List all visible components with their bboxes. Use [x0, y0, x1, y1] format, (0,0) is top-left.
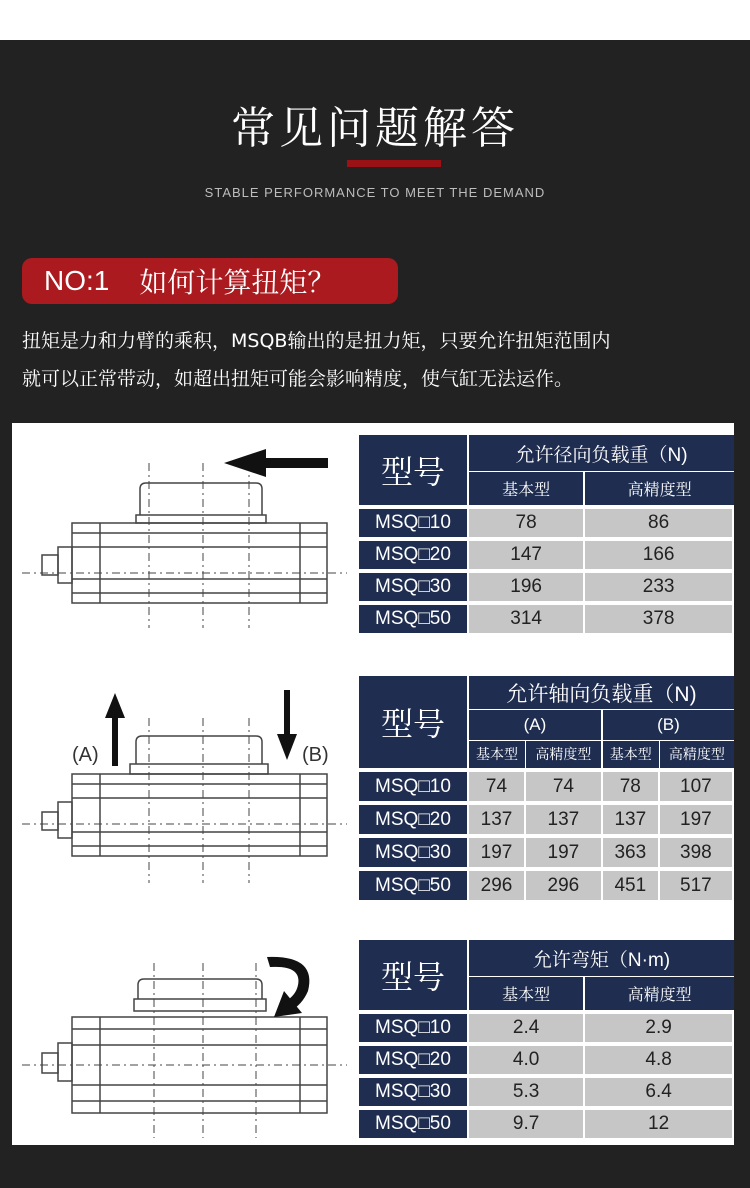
title-underline: [347, 160, 441, 167]
value-cell: 296: [469, 871, 526, 904]
model-cell: MSQ□50: [359, 871, 469, 904]
model-cell: MSQ□30: [359, 838, 469, 871]
arrow-up-icon: [105, 693, 125, 766]
axial-label-b: (B): [302, 744, 329, 766]
axial-load-diagram: [12, 678, 357, 898]
page-title: 常见问题解答: [231, 103, 519, 154]
table-row: [359, 772, 734, 805]
arrow-left-icon: [224, 449, 328, 477]
value-cell: 12: [585, 1110, 734, 1142]
value-cell: 74: [469, 772, 526, 805]
value-cell: 363: [603, 838, 660, 871]
col-basic: 基本型: [469, 977, 585, 1014]
group-a-header: (A): [469, 710, 603, 740]
model-cell: MSQ□10: [359, 772, 469, 805]
value-cell: 137: [526, 805, 603, 838]
moment-title: 允许弯矩（N·m): [469, 940, 734, 977]
col-b-precision: 高精度型: [660, 741, 734, 772]
value-cell: 517: [660, 871, 734, 904]
value-cell: 233: [585, 573, 734, 605]
value-cell: 137: [603, 805, 660, 838]
spec-panel: [12, 423, 734, 1145]
table-row: [359, 541, 734, 573]
model-cell: MSQ□20: [359, 805, 469, 838]
col-b-basic: 基本型: [603, 741, 660, 772]
value-cell: 2.4: [469, 1014, 585, 1046]
model-cell: MSQ□10: [359, 509, 469, 541]
moment-diagram: [12, 933, 357, 1153]
value-cell: 4.8: [585, 1046, 734, 1078]
value-cell: 4.0: [469, 1046, 585, 1078]
value-cell: 197: [660, 805, 734, 838]
col-precision: 高精度型: [585, 472, 734, 509]
model-cell: MSQ□10: [359, 1014, 469, 1046]
value-cell: 74: [526, 772, 603, 805]
radial-title: 允许径向负载重（N): [469, 435, 734, 472]
moment-table: [359, 940, 734, 1142]
radial-load-diagram: [12, 423, 357, 643]
value-cell: 314: [469, 605, 585, 637]
curved-arrow-icon: [267, 957, 309, 1017]
value-cell: 78: [603, 772, 660, 805]
table-row: [359, 509, 734, 541]
question-number: NO:1: [44, 265, 110, 296]
answer-line-2: 就可以正常带动，如超出扭矩可能会影响精度，使气缸无法运作。: [22, 368, 574, 390]
value-cell: 451: [603, 871, 660, 904]
table-row: [359, 871, 734, 904]
value-cell: 197: [469, 838, 526, 871]
col-basic: 基本型: [469, 472, 585, 509]
value-cell: 296: [526, 871, 603, 904]
page-subtitle: STABLE PERFORMANCE TO MEET THE DEMAND: [204, 185, 546, 200]
table-row: [359, 1110, 734, 1142]
value-cell: 137: [469, 805, 526, 838]
value-cell: 398: [660, 838, 734, 871]
model-cell: MSQ□20: [359, 1046, 469, 1078]
col-precision: 高精度型: [585, 977, 734, 1014]
value-cell: 197: [526, 838, 603, 871]
axial-load-table: [359, 676, 734, 904]
table-row: [359, 1014, 734, 1046]
table-row: [359, 1046, 734, 1078]
question-banner: [22, 258, 398, 304]
group-b-header: (B): [603, 710, 734, 740]
table-row: [359, 605, 734, 637]
value-cell: 9.7: [469, 1110, 585, 1142]
axial-label-a: (A): [72, 744, 99, 766]
table-row: [359, 573, 734, 605]
value-cell: 5.3: [469, 1078, 585, 1110]
table-row: [359, 838, 734, 871]
value-cell: 2.9: [585, 1014, 734, 1046]
answer-line-1: 扭矩是力和力臂的乘积，MSQB输出的是扭力矩，只要允许扭矩范围内: [22, 330, 611, 352]
table-row: [359, 805, 734, 838]
table-row: [359, 1078, 734, 1110]
col-a-basic: 基本型: [469, 741, 526, 772]
model-cell: MSQ□20: [359, 541, 469, 573]
model-header: 型号: [359, 676, 469, 772]
radial-load-table: [359, 435, 734, 637]
value-cell: 378: [585, 605, 734, 637]
model-cell: MSQ□30: [359, 1078, 469, 1110]
value-cell: 6.4: [585, 1078, 734, 1110]
value-cell: 78: [469, 509, 585, 541]
col-a-precision: 高精度型: [526, 741, 603, 772]
model-header: 型号: [359, 940, 469, 1014]
arrow-down-icon: [277, 690, 297, 760]
value-cell: 196: [469, 573, 585, 605]
model-cell: MSQ□50: [359, 605, 469, 637]
value-cell: 166: [585, 541, 734, 573]
model-header: 型号: [359, 435, 469, 509]
answer-text: [22, 322, 734, 398]
value-cell: 86: [585, 509, 734, 541]
value-cell: 147: [469, 541, 585, 573]
axial-title: 允许轴向负载重（N): [469, 676, 734, 710]
value-cell: 107: [660, 772, 734, 805]
question-text: 如何计算扭矩？: [139, 266, 336, 299]
model-cell: MSQ□50: [359, 1110, 469, 1142]
model-cell: MSQ□30: [359, 573, 469, 605]
